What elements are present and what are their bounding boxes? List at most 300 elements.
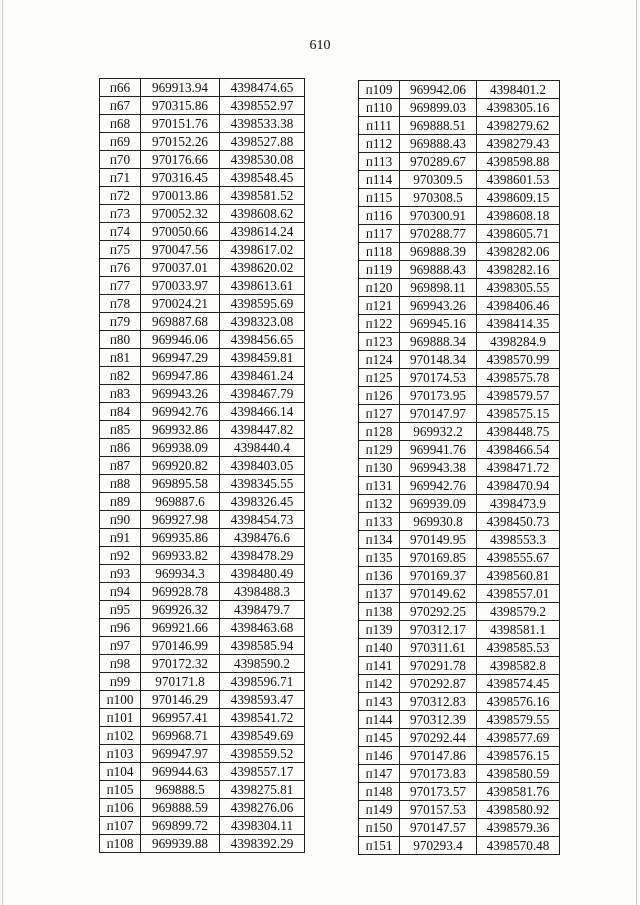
table-row bbox=[100, 817, 305, 835]
y-coordinate-cell: 4398581.1 bbox=[477, 621, 560, 639]
table-row bbox=[359, 765, 560, 783]
point-id-cell: п134 bbox=[359, 531, 400, 549]
point-id-cell: п76 bbox=[100, 259, 141, 277]
y-coordinate-cell: 4398559.52 bbox=[220, 745, 305, 763]
y-coordinate-cell: 4398577.69 bbox=[477, 729, 560, 747]
point-id-cell: п66 bbox=[100, 79, 141, 97]
point-id-cell: п117 bbox=[359, 225, 400, 243]
x-coordinate-cell: 969928.78 bbox=[141, 583, 220, 601]
x-coordinate-cell: 970169.37 bbox=[400, 567, 477, 585]
point-id-cell: п104 bbox=[100, 763, 141, 781]
x-coordinate-cell: 969888.43 bbox=[400, 135, 477, 153]
table-row bbox=[100, 583, 305, 601]
x-coordinate-cell: 969939.09 bbox=[400, 495, 477, 513]
table-row bbox=[100, 79, 305, 97]
point-id-cell: п72 bbox=[100, 187, 141, 205]
y-coordinate-cell: 4398579.55 bbox=[477, 711, 560, 729]
y-coordinate-cell: 4398541.72 bbox=[220, 709, 305, 727]
point-id-cell: п131 bbox=[359, 477, 400, 495]
point-id-cell: п108 bbox=[100, 835, 141, 853]
point-id-cell: п99 bbox=[100, 673, 141, 691]
x-coordinate-cell: 970148.34 bbox=[400, 351, 477, 369]
y-coordinate-cell: 4398459.81 bbox=[220, 349, 305, 367]
x-coordinate-cell: 969957.41 bbox=[141, 709, 220, 727]
y-coordinate-cell: 4398576.16 bbox=[477, 693, 560, 711]
table-row bbox=[100, 493, 305, 511]
y-coordinate-cell: 4398275.81 bbox=[220, 781, 305, 799]
point-id-cell: п127 bbox=[359, 405, 400, 423]
x-coordinate-cell: 969888.43 bbox=[400, 261, 477, 279]
point-id-cell: п101 bbox=[100, 709, 141, 727]
y-coordinate-cell: 4398454.73 bbox=[220, 511, 305, 529]
point-id-cell: п144 bbox=[359, 711, 400, 729]
x-coordinate-cell: 969933.82 bbox=[141, 547, 220, 565]
x-coordinate-cell: 969943.26 bbox=[141, 385, 220, 403]
y-coordinate-cell: 4398282.16 bbox=[477, 261, 560, 279]
y-coordinate-cell: 4398590.2 bbox=[220, 655, 305, 673]
point-id-cell: п92 bbox=[100, 547, 141, 565]
x-coordinate-cell: 969888.51 bbox=[400, 117, 477, 135]
y-coordinate-cell: 4398478.29 bbox=[220, 547, 305, 565]
x-coordinate-cell: 970173.57 bbox=[400, 783, 477, 801]
x-coordinate-cell: 970047.56 bbox=[141, 241, 220, 259]
table-row bbox=[359, 99, 560, 117]
table-row bbox=[359, 549, 560, 567]
y-coordinate-cell: 4398467.79 bbox=[220, 385, 305, 403]
y-coordinate-cell: 4398613.61 bbox=[220, 277, 305, 295]
point-id-cell: п114 bbox=[359, 171, 400, 189]
table-row bbox=[359, 351, 560, 369]
point-id-cell: п67 bbox=[100, 97, 141, 115]
point-id-cell: п124 bbox=[359, 351, 400, 369]
point-id-cell: п118 bbox=[359, 243, 400, 261]
table-row bbox=[100, 403, 305, 421]
point-id-cell: п77 bbox=[100, 277, 141, 295]
point-id-cell: п149 bbox=[359, 801, 400, 819]
x-coordinate-cell: 969945.16 bbox=[400, 315, 477, 333]
x-coordinate-cell: 969913.94 bbox=[141, 79, 220, 97]
x-coordinate-cell: 969888.5 bbox=[141, 781, 220, 799]
x-coordinate-cell: 969927.98 bbox=[141, 511, 220, 529]
x-coordinate-cell: 969943.26 bbox=[400, 297, 477, 315]
y-coordinate-cell: 4398609.15 bbox=[477, 189, 560, 207]
point-id-cell: п102 bbox=[100, 727, 141, 745]
y-coordinate-cell: 4398533.38 bbox=[220, 115, 305, 133]
point-id-cell: п140 bbox=[359, 639, 400, 657]
point-id-cell: п123 bbox=[359, 333, 400, 351]
table-row bbox=[100, 511, 305, 529]
y-coordinate-cell: 4398557.17 bbox=[220, 763, 305, 781]
y-coordinate-cell: 4398549.69 bbox=[220, 727, 305, 745]
point-id-cell: п135 bbox=[359, 549, 400, 567]
point-id-cell: п103 bbox=[100, 745, 141, 763]
point-id-cell: п148 bbox=[359, 783, 400, 801]
point-id-cell: п106 bbox=[100, 799, 141, 817]
point-id-cell: п136 bbox=[359, 567, 400, 585]
table-row bbox=[359, 711, 560, 729]
y-coordinate-cell: 4398401.2 bbox=[477, 81, 560, 99]
point-id-cell: п151 bbox=[359, 837, 400, 855]
y-coordinate-cell: 4398440.4 bbox=[220, 439, 305, 457]
point-id-cell: п120 bbox=[359, 279, 400, 297]
point-id-cell: п100 bbox=[100, 691, 141, 709]
table-row bbox=[359, 801, 560, 819]
point-id-cell: п90 bbox=[100, 511, 141, 529]
x-coordinate-cell: 970292.87 bbox=[400, 675, 477, 693]
table-row bbox=[359, 657, 560, 675]
y-coordinate-cell: 4398605.71 bbox=[477, 225, 560, 243]
x-coordinate-cell: 969968.71 bbox=[141, 727, 220, 745]
y-coordinate-cell: 4398406.46 bbox=[477, 297, 560, 315]
x-coordinate-cell: 970024.21 bbox=[141, 295, 220, 313]
x-coordinate-cell: 970312.39 bbox=[400, 711, 477, 729]
table-row bbox=[100, 637, 305, 655]
table-row bbox=[359, 693, 560, 711]
table-row bbox=[100, 601, 305, 619]
x-coordinate-cell: 969939.88 bbox=[141, 835, 220, 853]
x-coordinate-cell: 970312.83 bbox=[400, 693, 477, 711]
point-id-cell: п145 bbox=[359, 729, 400, 747]
table-row bbox=[359, 369, 560, 387]
y-coordinate-cell: 4398614.24 bbox=[220, 223, 305, 241]
table-row bbox=[359, 387, 560, 405]
table-row bbox=[100, 367, 305, 385]
table-row bbox=[100, 331, 305, 349]
point-id-cell: п141 bbox=[359, 657, 400, 675]
x-coordinate-cell: 969947.86 bbox=[141, 367, 220, 385]
table-row bbox=[100, 475, 305, 493]
y-coordinate-cell: 4398530.08 bbox=[220, 151, 305, 169]
table-row bbox=[100, 781, 305, 799]
point-id-cell: п69 bbox=[100, 133, 141, 151]
point-id-cell: п133 bbox=[359, 513, 400, 531]
y-coordinate-cell: 4398466.54 bbox=[477, 441, 560, 459]
x-coordinate-cell: 969887.6 bbox=[141, 493, 220, 511]
y-coordinate-cell: 4398471.72 bbox=[477, 459, 560, 477]
x-coordinate-cell: 970173.83 bbox=[400, 765, 477, 783]
table-row bbox=[100, 709, 305, 727]
table-row bbox=[100, 421, 305, 439]
table-row bbox=[359, 477, 560, 495]
point-id-cell: п95 bbox=[100, 601, 141, 619]
table-row bbox=[100, 727, 305, 745]
x-coordinate-cell: 969888.39 bbox=[400, 243, 477, 261]
x-coordinate-cell: 969944.63 bbox=[141, 763, 220, 781]
x-coordinate-cell: 970052.32 bbox=[141, 205, 220, 223]
x-coordinate-cell: 969942.76 bbox=[400, 477, 477, 495]
x-coordinate-cell: 969942.76 bbox=[141, 403, 220, 421]
point-id-cell: п116 bbox=[359, 207, 400, 225]
point-id-cell: п105 bbox=[100, 781, 141, 799]
table-row bbox=[359, 513, 560, 531]
table-row bbox=[100, 115, 305, 133]
y-coordinate-cell: 4398570.48 bbox=[477, 837, 560, 855]
point-id-cell: п91 bbox=[100, 529, 141, 547]
table-row bbox=[100, 529, 305, 547]
point-id-cell: п79 bbox=[100, 313, 141, 331]
x-coordinate-cell: 970013.86 bbox=[141, 187, 220, 205]
point-id-cell: п85 bbox=[100, 421, 141, 439]
x-coordinate-cell: 969934.3 bbox=[141, 565, 220, 583]
x-coordinate-cell: 970146.99 bbox=[141, 637, 220, 655]
y-coordinate-cell: 4398414.35 bbox=[477, 315, 560, 333]
y-coordinate-cell: 4398596.71 bbox=[220, 673, 305, 691]
point-id-cell: п80 bbox=[100, 331, 141, 349]
point-id-cell: п130 bbox=[359, 459, 400, 477]
y-coordinate-cell: 4398403.05 bbox=[220, 457, 305, 475]
y-coordinate-cell: 4398470.94 bbox=[477, 477, 560, 495]
y-coordinate-cell: 4398570.99 bbox=[477, 351, 560, 369]
y-coordinate-cell: 4398476.6 bbox=[220, 529, 305, 547]
table-row bbox=[359, 585, 560, 603]
table-row bbox=[359, 621, 560, 639]
coordinates-table-left bbox=[99, 78, 305, 853]
table-row bbox=[359, 639, 560, 657]
table-row bbox=[100, 241, 305, 259]
table-row bbox=[100, 799, 305, 817]
table-row bbox=[359, 441, 560, 459]
y-coordinate-cell: 4398461.24 bbox=[220, 367, 305, 385]
x-coordinate-cell: 970292.25 bbox=[400, 603, 477, 621]
table-row bbox=[359, 459, 560, 477]
x-coordinate-cell: 970151.76 bbox=[141, 115, 220, 133]
point-id-cell: п143 bbox=[359, 693, 400, 711]
table-row bbox=[359, 531, 560, 549]
point-id-cell: п94 bbox=[100, 583, 141, 601]
x-coordinate-cell: 969946.06 bbox=[141, 331, 220, 349]
table-row bbox=[100, 385, 305, 403]
table-row bbox=[359, 315, 560, 333]
y-coordinate-cell: 4398474.65 bbox=[220, 79, 305, 97]
x-coordinate-cell: 970172.32 bbox=[141, 655, 220, 673]
x-coordinate-cell: 970173.95 bbox=[400, 387, 477, 405]
x-coordinate-cell: 970147.57 bbox=[400, 819, 477, 837]
x-coordinate-cell: 969947.97 bbox=[141, 745, 220, 763]
x-coordinate-cell: 969935.86 bbox=[141, 529, 220, 547]
x-coordinate-cell: 970147.97 bbox=[400, 405, 477, 423]
point-id-cell: п81 bbox=[100, 349, 141, 367]
point-id-cell: п142 bbox=[359, 675, 400, 693]
page-number: 610 bbox=[309, 38, 331, 53]
table-row bbox=[359, 225, 560, 243]
x-coordinate-cell: 969947.29 bbox=[141, 349, 220, 367]
point-id-cell: п97 bbox=[100, 637, 141, 655]
table-row bbox=[100, 97, 305, 115]
y-coordinate-cell: 4398617.02 bbox=[220, 241, 305, 259]
point-id-cell: п125 bbox=[359, 369, 400, 387]
x-coordinate-cell: 970288.77 bbox=[400, 225, 477, 243]
x-coordinate-cell: 970146.29 bbox=[141, 691, 220, 709]
y-coordinate-cell: 4398479.7 bbox=[220, 601, 305, 619]
x-coordinate-cell: 969899.03 bbox=[400, 99, 477, 117]
table-row bbox=[100, 205, 305, 223]
y-coordinate-cell: 4398305.55 bbox=[477, 279, 560, 297]
point-id-cell: п71 bbox=[100, 169, 141, 187]
y-coordinate-cell: 4398620.02 bbox=[220, 259, 305, 277]
table-row bbox=[359, 189, 560, 207]
x-coordinate-cell: 970309.5 bbox=[400, 171, 477, 189]
point-id-cell: п129 bbox=[359, 441, 400, 459]
x-coordinate-cell: 970169.85 bbox=[400, 549, 477, 567]
table-row bbox=[359, 207, 560, 225]
y-coordinate-cell: 4398579.2 bbox=[477, 603, 560, 621]
x-coordinate-cell: 970147.86 bbox=[400, 747, 477, 765]
y-coordinate-cell: 4398580.92 bbox=[477, 801, 560, 819]
y-coordinate-cell: 4398345.55 bbox=[220, 475, 305, 493]
point-id-cell: п111 bbox=[359, 117, 400, 135]
y-coordinate-cell: 4398488.3 bbox=[220, 583, 305, 601]
y-coordinate-cell: 4398593.47 bbox=[220, 691, 305, 709]
point-id-cell: п146 bbox=[359, 747, 400, 765]
point-id-cell: п93 bbox=[100, 565, 141, 583]
table-row bbox=[359, 279, 560, 297]
y-coordinate-cell: 4398608.62 bbox=[220, 205, 305, 223]
table-row bbox=[359, 783, 560, 801]
point-id-cell: п84 bbox=[100, 403, 141, 421]
x-coordinate-cell: 970311.61 bbox=[400, 639, 477, 657]
point-id-cell: п147 bbox=[359, 765, 400, 783]
x-coordinate-cell: 970312.17 bbox=[400, 621, 477, 639]
table-row bbox=[359, 243, 560, 261]
table-row bbox=[359, 603, 560, 621]
x-coordinate-cell: 970308.5 bbox=[400, 189, 477, 207]
x-coordinate-cell: 970176.66 bbox=[141, 151, 220, 169]
point-id-cell: п121 bbox=[359, 297, 400, 315]
table-row bbox=[100, 223, 305, 241]
y-coordinate-cell: 4398580.59 bbox=[477, 765, 560, 783]
table-row bbox=[359, 567, 560, 585]
point-id-cell: п70 bbox=[100, 151, 141, 169]
y-coordinate-cell: 4398581.76 bbox=[477, 783, 560, 801]
y-coordinate-cell: 4398473.9 bbox=[477, 495, 560, 513]
table-row bbox=[359, 333, 560, 351]
y-coordinate-cell: 4398574.45 bbox=[477, 675, 560, 693]
table-row bbox=[100, 169, 305, 187]
x-coordinate-cell: 970300.91 bbox=[400, 207, 477, 225]
table-row bbox=[100, 655, 305, 673]
table-row bbox=[359, 675, 560, 693]
x-coordinate-cell: 969920.82 bbox=[141, 457, 220, 475]
y-coordinate-cell: 4398279.43 bbox=[477, 135, 560, 153]
y-coordinate-cell: 4398305.16 bbox=[477, 99, 560, 117]
table-row bbox=[100, 745, 305, 763]
point-id-cell: п137 bbox=[359, 585, 400, 603]
x-coordinate-cell: 970037.01 bbox=[141, 259, 220, 277]
y-coordinate-cell: 4398276.06 bbox=[220, 799, 305, 817]
table-row bbox=[359, 837, 560, 855]
point-id-cell: п75 bbox=[100, 241, 141, 259]
x-coordinate-cell: 969921.66 bbox=[141, 619, 220, 637]
y-coordinate-cell: 4398282.06 bbox=[477, 243, 560, 261]
table-row bbox=[359, 729, 560, 747]
point-id-cell: п109 bbox=[359, 81, 400, 99]
table-row bbox=[100, 547, 305, 565]
table-row bbox=[100, 619, 305, 637]
table-row bbox=[100, 295, 305, 313]
y-coordinate-cell: 4398304.11 bbox=[220, 817, 305, 835]
y-coordinate-cell: 4398466.14 bbox=[220, 403, 305, 421]
point-id-cell: п112 bbox=[359, 135, 400, 153]
table-row bbox=[100, 277, 305, 295]
y-coordinate-cell: 4398279.62 bbox=[477, 117, 560, 135]
y-coordinate-cell: 4398601.53 bbox=[477, 171, 560, 189]
table-row bbox=[359, 153, 560, 171]
y-coordinate-cell: 4398582.8 bbox=[477, 657, 560, 675]
x-coordinate-cell: 970033.97 bbox=[141, 277, 220, 295]
y-coordinate-cell: 4398553.3 bbox=[477, 531, 560, 549]
coordinates-table-right bbox=[358, 80, 560, 855]
x-coordinate-cell: 969888.34 bbox=[400, 333, 477, 351]
y-coordinate-cell: 4398463.68 bbox=[220, 619, 305, 637]
y-coordinate-cell: 4398448.75 bbox=[477, 423, 560, 441]
point-id-cell: п82 bbox=[100, 367, 141, 385]
point-id-cell: п86 bbox=[100, 439, 141, 457]
point-id-cell: п138 bbox=[359, 603, 400, 621]
point-id-cell: п122 bbox=[359, 315, 400, 333]
y-coordinate-cell: 4398585.94 bbox=[220, 637, 305, 655]
y-coordinate-cell: 4398575.15 bbox=[477, 405, 560, 423]
table-row bbox=[359, 297, 560, 315]
table-row bbox=[100, 259, 305, 277]
point-id-cell: п139 bbox=[359, 621, 400, 639]
x-coordinate-cell: 969887.68 bbox=[141, 313, 220, 331]
x-coordinate-cell: 970293.4 bbox=[400, 837, 477, 855]
table-row bbox=[100, 457, 305, 475]
y-coordinate-cell: 4398595.69 bbox=[220, 295, 305, 313]
y-coordinate-cell: 4398575.78 bbox=[477, 369, 560, 387]
x-coordinate-cell: 970315.86 bbox=[141, 97, 220, 115]
x-coordinate-cell: 970050.66 bbox=[141, 223, 220, 241]
point-id-cell: п89 bbox=[100, 493, 141, 511]
y-coordinate-cell: 4398527.88 bbox=[220, 133, 305, 151]
x-coordinate-cell: 969942.06 bbox=[400, 81, 477, 99]
x-coordinate-cell: 969898.11 bbox=[400, 279, 477, 297]
y-coordinate-cell: 4398585.53 bbox=[477, 639, 560, 657]
x-coordinate-cell: 969899.72 bbox=[141, 817, 220, 835]
table-row bbox=[100, 439, 305, 457]
x-coordinate-cell: 969932.2 bbox=[400, 423, 477, 441]
table-row bbox=[359, 261, 560, 279]
point-id-cell: п128 bbox=[359, 423, 400, 441]
x-coordinate-cell: 969930.8 bbox=[400, 513, 477, 531]
y-coordinate-cell: 4398579.57 bbox=[477, 387, 560, 405]
table-row bbox=[359, 81, 560, 99]
y-coordinate-cell: 4398447.82 bbox=[220, 421, 305, 439]
point-id-cell: п113 bbox=[359, 153, 400, 171]
x-coordinate-cell: 969943.38 bbox=[400, 459, 477, 477]
table-row bbox=[359, 423, 560, 441]
x-coordinate-cell: 970316.45 bbox=[141, 169, 220, 187]
x-coordinate-cell: 970292.44 bbox=[400, 729, 477, 747]
x-coordinate-cell: 970157.53 bbox=[400, 801, 477, 819]
table-row bbox=[359, 495, 560, 513]
table-row bbox=[100, 349, 305, 367]
y-coordinate-cell: 4398456.65 bbox=[220, 331, 305, 349]
table-row bbox=[100, 763, 305, 781]
table-row bbox=[100, 565, 305, 583]
y-coordinate-cell: 4398608.18 bbox=[477, 207, 560, 225]
y-coordinate-cell: 4398548.45 bbox=[220, 169, 305, 187]
point-id-cell: п74 bbox=[100, 223, 141, 241]
y-coordinate-cell: 4398552.97 bbox=[220, 97, 305, 115]
x-coordinate-cell: 969941.76 bbox=[400, 441, 477, 459]
y-coordinate-cell: 4398598.88 bbox=[477, 153, 560, 171]
y-coordinate-cell: 4398576.15 bbox=[477, 747, 560, 765]
y-coordinate-cell: 4398284.9 bbox=[477, 333, 560, 351]
table-row bbox=[100, 691, 305, 709]
y-coordinate-cell: 4398555.67 bbox=[477, 549, 560, 567]
point-id-cell: п119 bbox=[359, 261, 400, 279]
